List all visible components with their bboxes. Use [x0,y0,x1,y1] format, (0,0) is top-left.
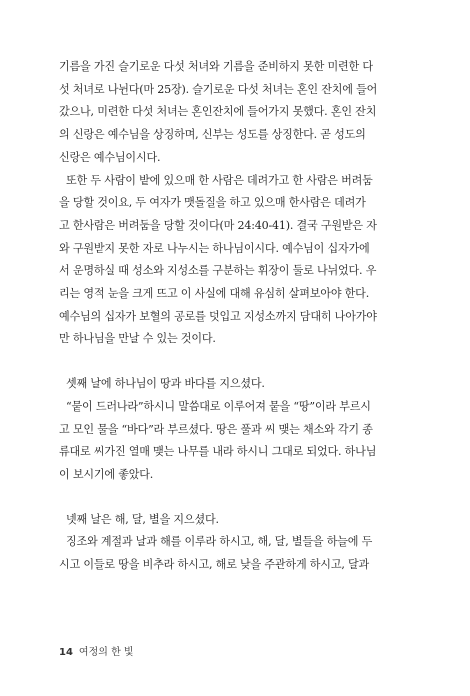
text-line: 서 운명하실 때 성소와 지성소를 구분하는 휘장이 둘로 나뉘었다. 우 [59,264,377,278]
text-line: 의 신랑은 예수님을 상징하며, 신부는 성도를 상징한다. 곧 성도의 [59,128,366,142]
paragraph-gap [59,487,415,509]
paragraph [59,531,415,576]
paragraph [59,170,415,352]
paragraph [59,509,415,532]
text-line: 류대로 씨가진 열매 맺는 나무를 내라 하시니 그대로 되었다. 하나님 [59,445,377,459]
text-line: 만 하나님을 만날 수 있는 것이다. [59,332,216,346]
text-line: 섯 처녀로 나뉜다(마 25장). 슬기로운 다섯 처녀는 혼인 잔치에 들어 [59,82,378,96]
text-line: 또한 두 사람이 밭에 있으매 한 사람은 데려가고 한 사람은 버려둠 [66,173,373,187]
text-line: 을 당할 것이요, 두 여자가 맷돌질을 하고 있으매 한사람은 데려가 [59,196,366,210]
text-line: 시고 이들로 땅을 비추라 하시고, 해로 낮을 주관하게 하시고, 달과 [59,558,370,572]
text-line: 셋째 날에 하나님이 땅과 바다를 지으셨다. [66,377,265,391]
paragraph-gap [59,351,415,373]
text-line: 예수님의 십자가 보혈의 공로를 덧입고 지성소까지 담대히 나아가야 [59,309,377,323]
paragraph [59,373,415,396]
text-line: “뭍이 드러나라”하시니 말씀대로 이루어져 뭍을 “땅”이라 부르시 [66,399,371,413]
text-line: 넷째 날은 해, 달, 별을 지으셨다. [66,512,219,526]
book-title: 여정의 한 빛 [78,647,134,658]
text-line: 고 한사람은 버려둠을 당할 것이다(마 24:40-41). 결국 구원받은 자 [59,218,377,232]
text-line: 이 보시기에 좋았다. [59,467,154,481]
text-line: 고 모인 물을 “바다”라 부르셨다. 땅은 풀과 씨 맺는 채소와 각기 종 [59,422,373,436]
text-line: 갔으나, 미련한 다섯 처녀는 혼인잔치에 들어가지 못했다. 혼인 잔치 [59,105,377,119]
text-line: 징조와 계절과 날과 해를 이루라 하시고, 해, 달, 별들을 하늘에 두 [66,535,373,549]
body-text [59,56,415,577]
paragraph [59,56,415,170]
page-number: 14 [59,647,73,658]
text-line: 신랑은 예수님이시다. [59,150,161,164]
text-line: 리는 영적 눈을 크게 뜨고 이 사실에 대해 유심히 살펴보아야 한다. [59,287,370,301]
page-footer [59,643,134,658]
text-line: 기름을 가진 슬기로운 다섯 처녀와 기름을 준비하지 못한 미련한 다 [59,60,373,73]
paragraph [59,396,415,487]
text-line: 와 구원받지 못한 자로 나누시는 하나님이시다. 예수님이 십자가에 [59,241,370,255]
